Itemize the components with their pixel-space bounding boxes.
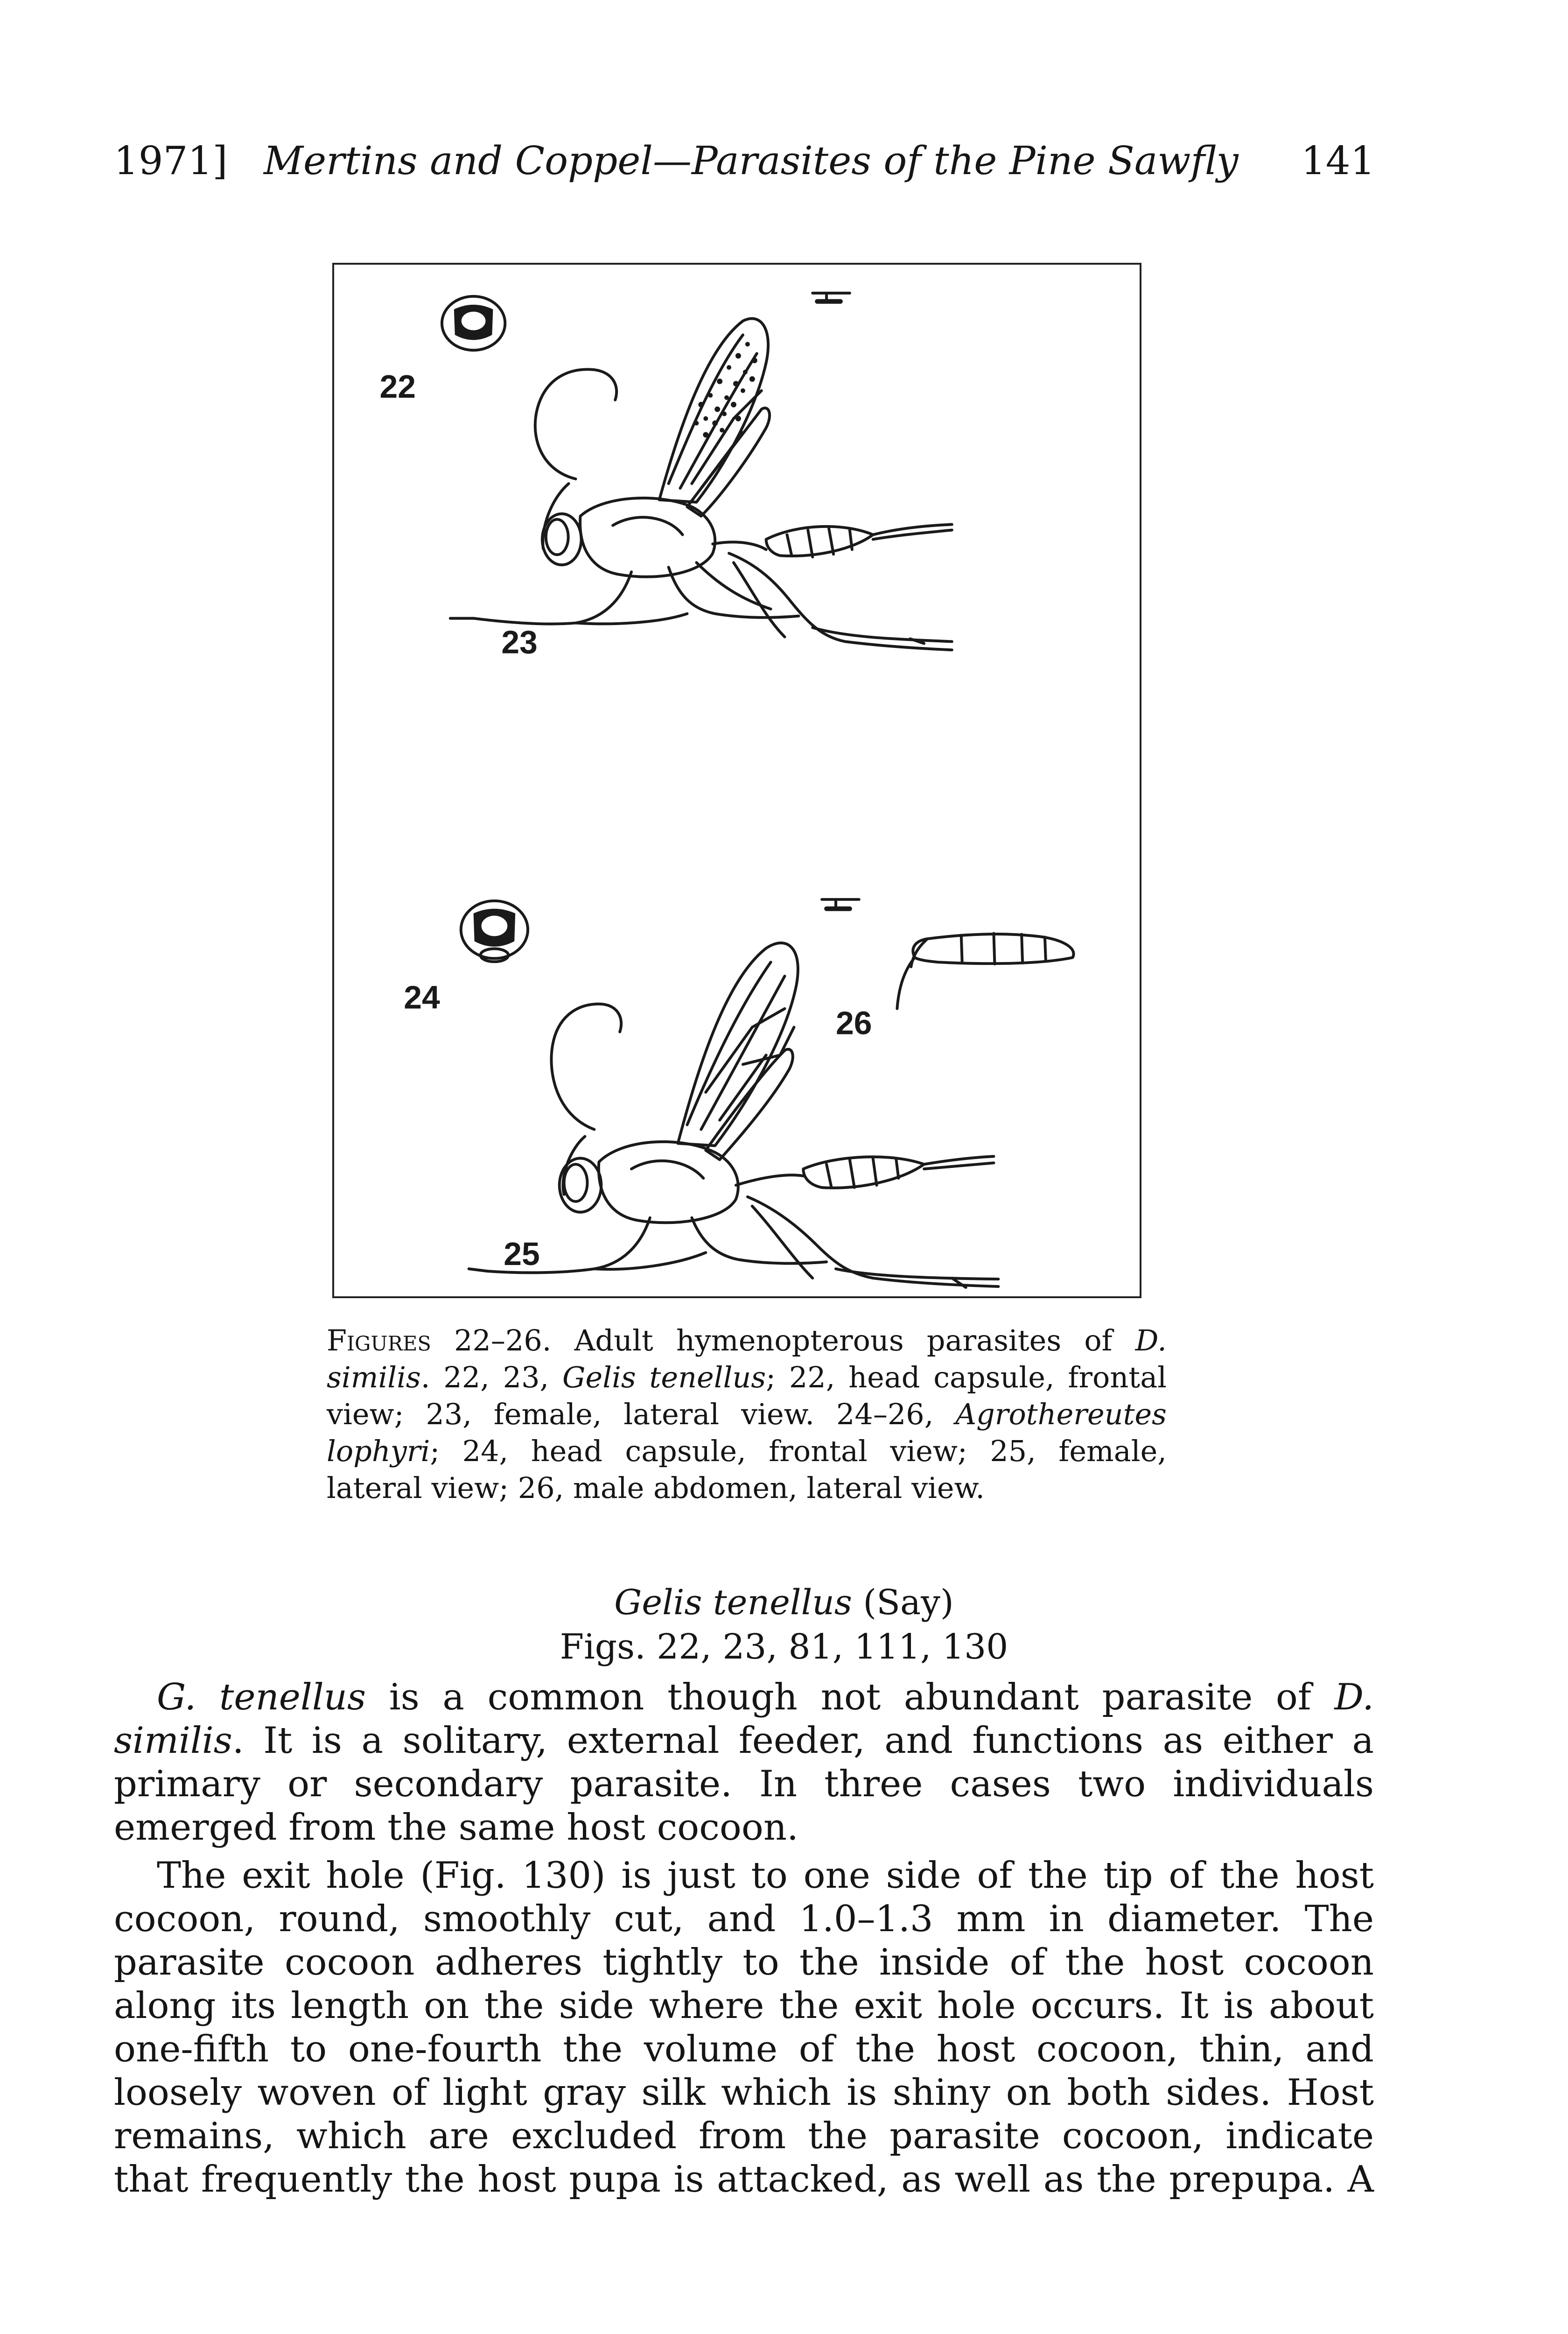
section-heading <box>0 1579 1568 1626</box>
caption-text: . 22, 23, <box>420 1360 563 1394</box>
section-author: (Say) <box>852 1582 954 1623</box>
section-figure-refs: Figs. 22, 23, 81, 111, 130 <box>560 1627 1008 1667</box>
caption-taxon: Gelis tenellus <box>562 1360 766 1394</box>
figure-label-22: 22 <box>379 368 416 405</box>
figure-25-female-lateral <box>469 943 999 1287</box>
scale-bar-23 <box>812 293 850 302</box>
body-paragraph-1 <box>114 1676 1374 1849</box>
running-head-year: 1971] <box>114 138 228 183</box>
species-abbr: G. tenellus <box>157 1676 366 1718</box>
figure-label-26: 26 <box>836 1005 872 1041</box>
host-taxon: D. similis <box>114 1676 1374 1762</box>
caption-lead: Figures 22–26. <box>327 1323 552 1357</box>
paragraph-text: . It is a solitary, external feeder, and functions as either a primary or secondary parasite. In three cases two individuals emerged from the same host cocoon. <box>114 1720 1374 1849</box>
body-paragraph-2: The exit hole (Fig. 130) is just to one side of the tip of the host cocoon, round, smoothly cut, and 1.0–1.3 mm in diameter. The parasite cocoon adheres tightly to the inside of the host cocoon along its length on the side where the exit hole occurs. It is about one-fifth to one-fourth the volume of the host cocoon, thin, and loosely woven of light gray silk which is shiny on both sides. Host remains, which are excluded from the parasite cocoon, indicate that frequently the host pupa is attacked, as well as the prepupa. A <box>114 1855 1374 2200</box>
scale-bar-25 <box>822 900 859 909</box>
figure-plate <box>332 263 1141 1298</box>
section-species: Gelis tenellus <box>614 1582 852 1623</box>
running-head-title: Mertins and Coppel—Parasites of the Pine Sawfly <box>264 138 1239 183</box>
caption-taxon: D. similis <box>327 1323 1167 1394</box>
figure-24-head-capsule <box>461 901 528 962</box>
paragraph-text: is a common though not abundant parasite of <box>366 1676 1335 1718</box>
figure-caption <box>327 1322 1167 1506</box>
figure-23-female-lateral <box>450 318 952 650</box>
figure-23-wing-stipple <box>694 342 757 437</box>
caption-text: Adult hymenopterous parasites of <box>551 1323 1135 1357</box>
figure-label-23: 23 <box>501 624 538 661</box>
caption-text: ; 24, head capsule, frontal view; 25, female, lateral view; 26, male abdomen, lateral view. <box>327 1434 1167 1505</box>
caption-text: ; 22, head capsule, frontal view; 23, female, lateral view. 24–26, <box>327 1360 1167 1431</box>
figure-26-male-abdomen <box>897 933 1073 1008</box>
figure-illustration <box>334 265 1140 1296</box>
figure-22-head-capsule <box>442 296 505 350</box>
page-number: 141 <box>1301 138 1375 183</box>
caption-taxon: Agrothereutes lophyri <box>327 1397 1167 1468</box>
figure-label-25: 25 <box>504 1236 540 1272</box>
figure-label-24: 24 <box>404 979 440 1016</box>
running-head <box>0 135 1568 187</box>
